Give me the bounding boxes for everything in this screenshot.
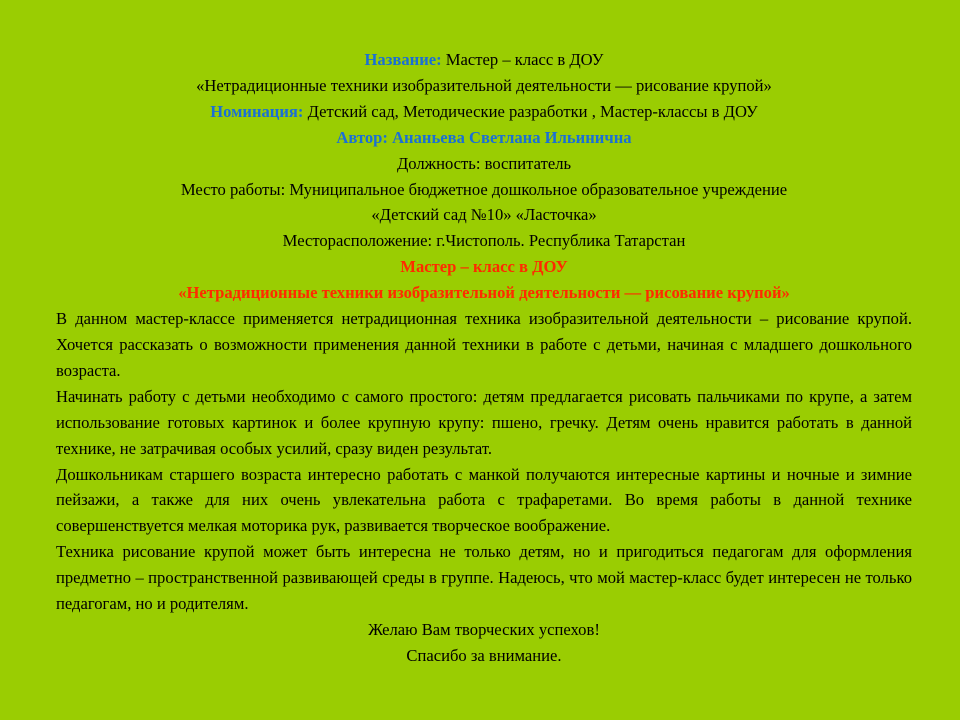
title-label: Название: (364, 50, 442, 69)
section-subheading: «Нетрадиционные техники изобразительной деятельности — рисование крупой» (178, 283, 790, 303)
workplace-line: Место работы: Муниципальное бюджетное дошкольное образовательное учреждение (180, 179, 788, 199)
nomination-value: Детский сад, Методические разработки , Мастер-классы в ДОУ (303, 101, 758, 121)
slide-content (56, 47, 912, 669)
title-line (56, 47, 912, 73)
body-paragraph-1: В данном мастер-классе применяется нетрадиционная техника изобразительной деятельности – рисование крупой. Хочется рассказать о возможности применения данной техники в работе с детьми, начиная с младшего дошкольного возраста. (56, 309, 912, 380)
thanks-line: Спасибо за внимание. (406, 645, 562, 665)
position-line: Должность: воспитатель (396, 153, 572, 173)
nomination-line (56, 99, 912, 125)
title-value: Мастер – класс в ДОУ (441, 50, 604, 69)
subtitle-line: «Нетрадиционные техники изобразительной деятельности — рисование крупой» (196, 75, 772, 95)
author-line: Автор: Ананьева Светлана Ильинична (336, 127, 632, 147)
nomination-label: Номинация: (210, 101, 304, 121)
body-paragraph-3: Дошкольникам старшего возраста интересно работать с манкой получаются интересные картины и ночные и зимние пейзажи, а также для них очень увлекательна работа с трафаретами. Во время работы в данной технике совершенствуется мелкая моторика рук, развивается творческое воображение. (56, 464, 912, 536)
section-heading: Мастер – класс в ДОУ (400, 257, 568, 277)
body-paragraph-2: Начинать работу с детьми необходимо с самого простого: детям предлагается рисовать пальчиками по крупе, а затем использование готовых картинок и более крупную крупу: пшено, гречку. Детям очень нравится работать в данной технике, не затрачивая особых усилий, сразу виден результат. (56, 386, 912, 458)
body-paragraph-4: Техника рисование крупой может быть интересна не только детям, но и пригодиться педагогам для оформления предметно – пространственной развивающей среды в группе. Надеюсь, что мой мастер-класс будет интересен не только педагогам, но и родителям. (56, 542, 912, 614)
wish-line: Желаю Вам творческих успехов! (368, 619, 600, 639)
institution-line: «Детский сад №10» «Ласточка» (371, 205, 597, 225)
location-line: Месторасположение: г.Чистополь. Республика Татарстан (282, 231, 686, 251)
